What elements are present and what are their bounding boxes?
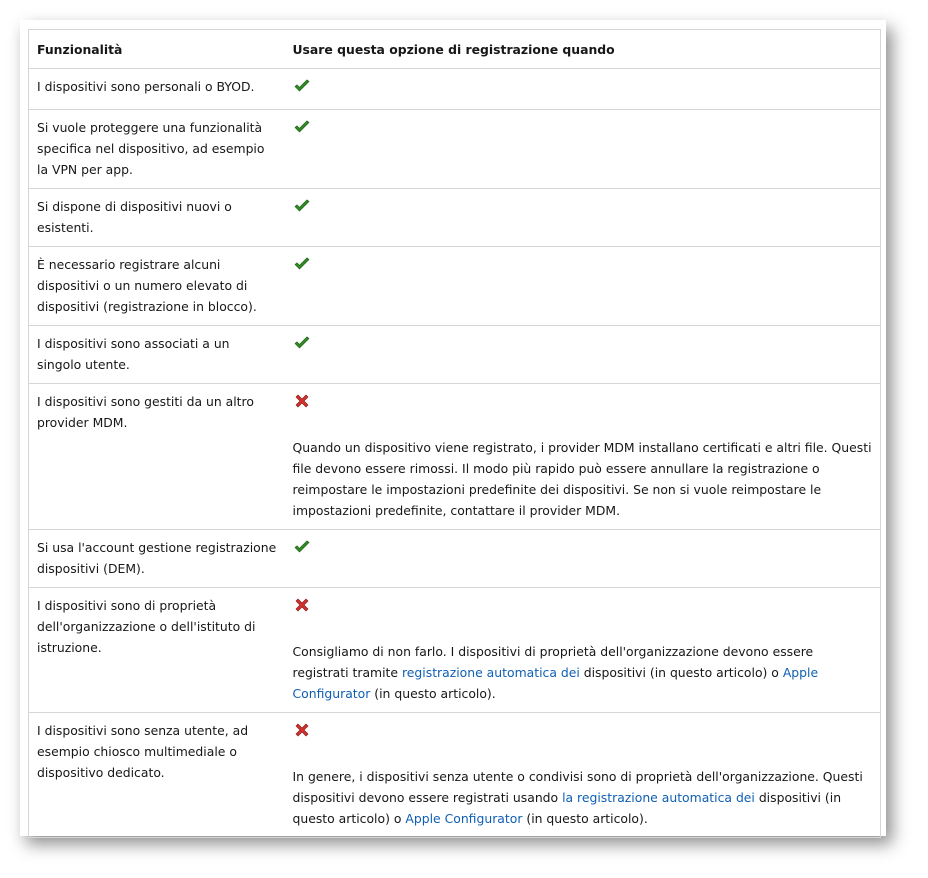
row-note — [293, 766, 873, 829]
note-text: In genere, i dispositivi senza utente o condivisi sono di proprietà dell'organizzazione. Questi dispositivi devono essere registrati usando — [292, 769, 863, 805]
header-use-when: Usare questa opzione di registrazione quando — [285, 30, 881, 69]
table-header-row — [29, 30, 881, 69]
feature-cell: I dispositivi sono di proprietà dell'organizzazione o dell'istituto di istruzione. — [29, 588, 285, 713]
feature-cell: I dispositivi sono associati a un singolo utente. — [29, 326, 285, 384]
check-icon — [293, 118, 311, 136]
feature-cell: È necessario registrare alcuni dispositivi o un numero elevato di dispositivi (registrazione in blocco). — [29, 247, 285, 326]
row-note: Quando un dispositivo viene registrato, i provider MDM installano certificati e altri file. Questi file devono essere rimossi. Il modo più rapido può essere annullare la registrazione o reimpostare le impostazioni predefinite dei dispositivi. Se non si vuole reimpostare le impostazioni predefinite, contattare il provider MDM. — [292, 440, 872, 518]
mark-cell — [285, 713, 881, 838]
automatic-enrollment-link[interactable]: la registrazione automatica dei — [562, 790, 755, 805]
note-text: dispositivi (in questo articolo) o — [292, 790, 842, 826]
check-icon — [293, 538, 311, 556]
table-row — [29, 530, 881, 588]
note-text: dispositivi (in questo articolo) o — [579, 665, 783, 680]
note-text: (in questo articolo). — [370, 686, 496, 701]
header-feature: Funzionalità — [29, 30, 285, 69]
table-row — [29, 247, 881, 326]
feature-cell: I dispositivi sono gestiti da un altro provider MDM. — [29, 384, 285, 530]
table-row — [29, 713, 881, 838]
mark-cell — [285, 110, 881, 189]
mark-cell — [285, 384, 881, 530]
cross-icon — [293, 392, 311, 410]
table-row — [29, 189, 881, 247]
check-icon — [293, 77, 311, 95]
row-note — [293, 641, 873, 704]
table-row — [29, 384, 881, 530]
cross-icon — [293, 596, 311, 614]
enrollment-table — [28, 29, 881, 838]
apple-configurator-link[interactable]: Apple Configurator — [292, 665, 819, 701]
feature-cell: Si usa l'account gestione registrazione dispositivi (DEM). — [29, 530, 285, 588]
mark-cell — [285, 530, 881, 588]
feature-cell: I dispositivi sono senza utente, ad esempio chiosco multimediale o dispositivo dedicato. — [29, 713, 285, 838]
cross-icon — [293, 721, 311, 739]
feature-cell: Si vuole proteggere una funzionalità specifica nel dispositivo, ad esempio la VPN per app. — [29, 110, 285, 189]
check-icon — [293, 197, 311, 215]
mark-cell — [285, 247, 881, 326]
note-text: Consigliamo di non farlo. I dispositivi di proprietà dell'organizzazione devono essere registrati tramite — [292, 644, 814, 680]
check-icon — [293, 255, 311, 273]
note-text: (in questo articolo). — [522, 811, 648, 826]
automatic-enrollment-link[interactable]: registrazione automatica dei — [401, 665, 580, 680]
mark-cell — [285, 326, 881, 384]
feature-cell: Si dispone di dispositivi nuovi o esistenti. — [29, 189, 285, 247]
feature-cell: I dispositivi sono personali o BYOD. — [29, 69, 285, 110]
mark-cell — [285, 588, 881, 713]
mark-cell — [285, 69, 881, 110]
table-row — [29, 69, 881, 110]
table-row — [29, 326, 881, 384]
table-row — [29, 588, 881, 713]
check-icon — [293, 334, 311, 352]
table-row — [29, 110, 881, 189]
mark-cell — [285, 189, 881, 247]
apple-configurator-link[interactable]: Apple Configurator — [405, 811, 523, 826]
